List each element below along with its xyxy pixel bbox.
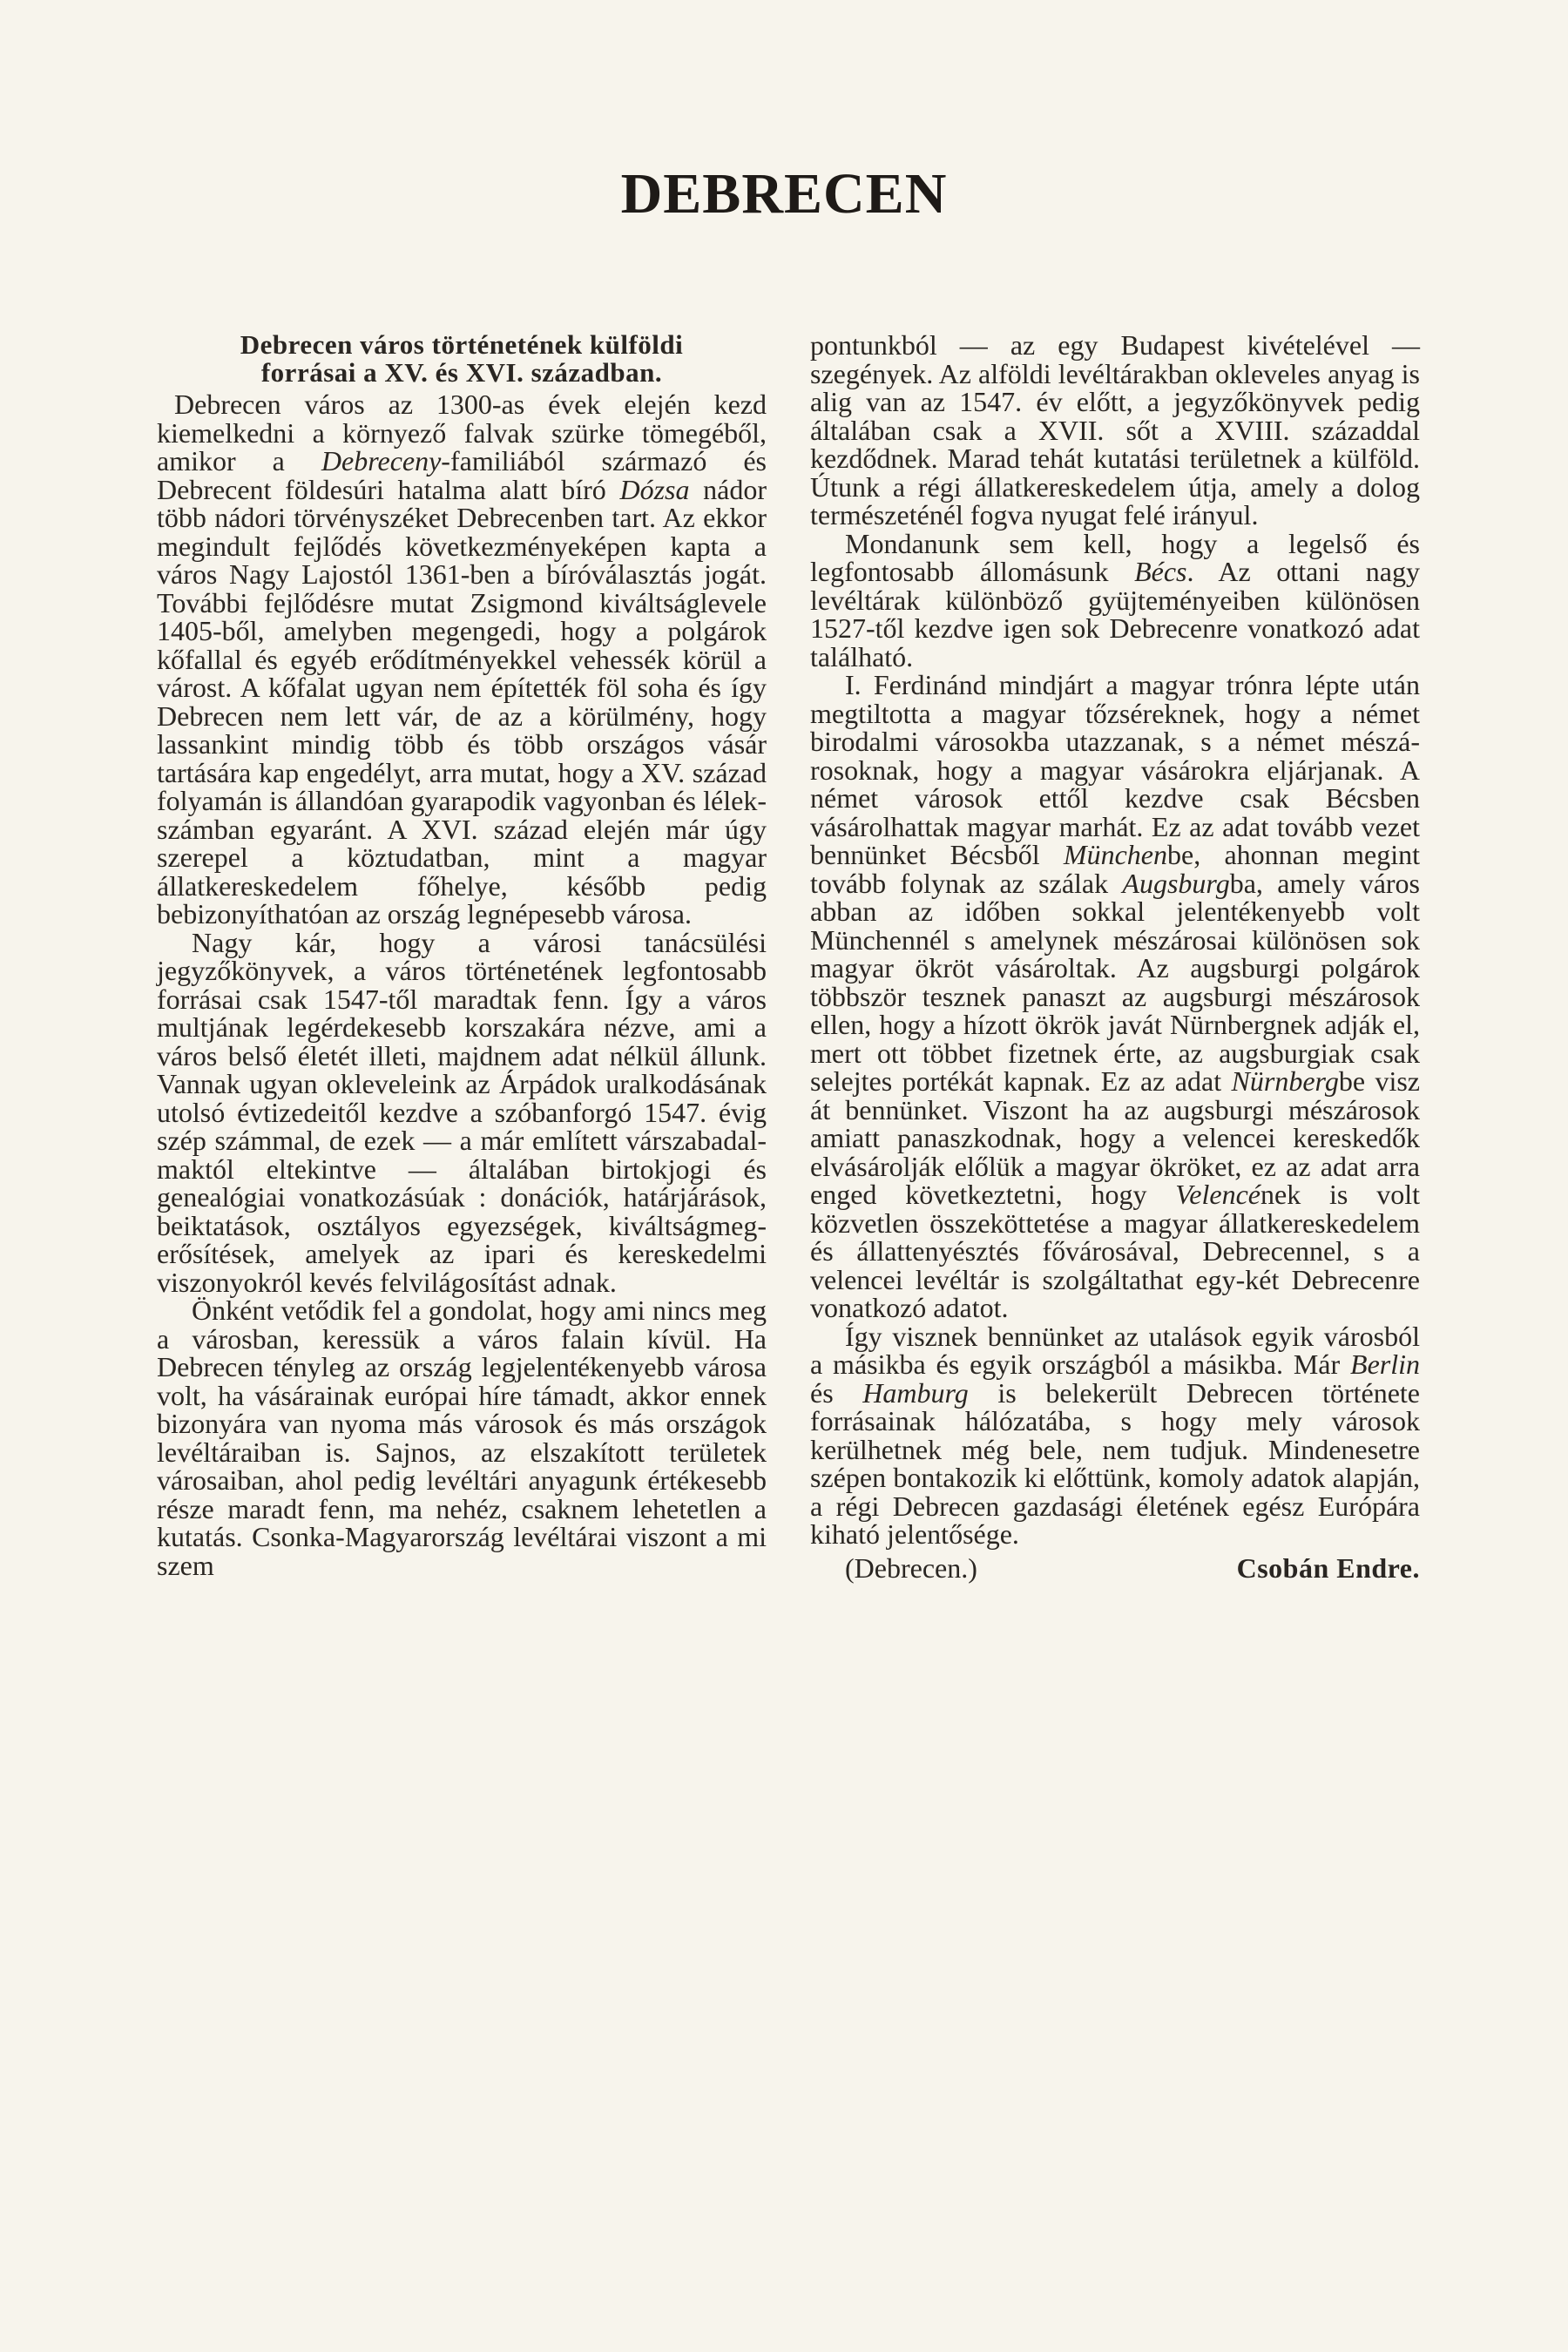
page-title: DEBRECEN xyxy=(620,162,948,226)
article-heading xyxy=(157,331,767,387)
signature-place: (Debrecen.) xyxy=(845,1551,977,1584)
paragraph-4: Mondanunk sem kell, hogy a legelső és legfontosabb állomásunk Bécs. Az ottani nagy levéltárak különböző gyüjteményeiben különösen 1527-től kezdve igen sok Debrecenre vonatkozó adat található. xyxy=(810,527,1421,672)
paragraph-1: Debrecen város az 1300-as évek elején kezd kiemelkedni a környező falvak szürke tömegéből, amikor a Debreceny-familiából származó és Debrecent földesúri hatalma alatt bíró Dózsa nádor több nádori törvényszéket Debrecenben tart. Az ekkor megindult fejlődés következményeképen kapta a város Nagy Lajostól 1361-ben a bíróválasztás jogát. További fejlődésre mutat Zsigmond kiváltságlevele 1405-ből, amelyben megengedi, hogy a polgárok kőfallal és egyéb erődítményekkel vehessék körül a várost. A kőfalat ugyan nem építették föl soha és így Debrecen nem lett vár, de az a körülmény, hogy lassankint mindig több és több országos vásár tartására kap engedélyt, arra mutat, hogy a XV. század folyamán is állandóan gyarapodik vagyonban és lélekszámban egyaránt. A XVI. század elején már úgy szerepel a köztudatban, mint a magyar állatkereskedelem főhelye, később pedig bebizonyíthatóan az ország legnépesebb városa. xyxy=(157,389,767,929)
article-heading-line-1: Debrecen város történetének külföldi xyxy=(240,329,684,360)
paragraph-6: Így visznek bennünket az utalások egyik városból a másikba és egyik országból a másikba. Már Berlin és Hamburg is belekerült Debrecen története forrásainak hálózatába, s hogy mely városok kerülhetnek még bele, nem tudjuk. Mindenesetre szépen bontakozik ki előttünk, komoly adatok alapján, a régi Debrecen gazdasági életének egész Európára kiható jelentősége. xyxy=(810,1320,1421,1550)
paragraph-3-end: pontunkból — az egy Budapest kivételével — szegények. Az alföldi levéltárakban okleveles anyag is alig van az 1547. év előtt, a jegyzőkönyvek pedig általában csak a XVII. sőt a XVIII. századdal kezdődnek. Marad tehát kutatási területnek a külföld. Útunk a régi állatkereskedelem útja, amely a dolog természeténél fogva nyugat felé irányul. xyxy=(810,329,1420,531)
left-column xyxy=(157,331,767,1579)
signature-author: Csobán Endre. xyxy=(1236,1551,1420,1584)
right-column xyxy=(810,331,1420,1582)
paragraph-2: Nagy kár, hogy a városi tanácsülési jegyzőkönyvek, a város történetének legfontosabb forrásai csak 1547-től maradtak fenn. Így a város multjának legérdekesebb korszakára nézve, ami a város belső életét illeti, majdnem adat nélkül állunk. Vannak ugyan okleveleink az Árpádok uralkodásának utolsó évtizedeitől kezdve a szóbanforgó 1547. évig szép számmal, de ezek — a már említett várszabadalmaktól eltekintve — általában birtokjogi és genealógiai vonatkozásúak : donációk, határjárások, beiktatások, osztályos egyezségek, kiváltságmegerősítések, amelyek az ipari és kereskedelmi viszonyokról kevés felvilágosítást adnak. xyxy=(157,926,767,1298)
signature-line xyxy=(810,1551,1420,1584)
paragraph-5: I. Ferdinánd mindjárt a magyar trónra lépte után megtiltotta a magyar tőzséreknek, hogy a német birodalmi városokba utazzanak, s a német mészárosoknak, hogy a magyar vásárokra eljárjanak. A német városok ettől kezdve csak Bécsben vásárolhattak magyar marhát. Ez az adat tovább vezet bennünket Bécsből Münchenbe, ahonnan megint tovább folynak az szálak Augsburgba, amely város abban az időben sokkal jelentékenyebb volt Münchennél s amelynek mészárosai különösen sok magyar ökröt vásároltak. Az augsburgi polgárok többször tesznek panaszt az augsburgi mészárosok ellen, hogy a hízott ökrök javát Nürnbergnek adják el, mert ott többet fizetnek érte, az augsburgiak csak selejtes portékát kapnak. Ez az adat Nürnbergbe visz át bennünket. Viszont ha az augsburgi mészárosok amiatt panaszkodnak, hogy a velencei kereskedők elvásárolják előlük a magyar ökröket, ez az adat arra enged következtetni, hogy Velencének is volt közvetlen összeköttetése a magyar állatkereskedelem és állattenyésztés fővárosával, Debrecennel, s a velencei levéltár is szolgáltathat egy-két Debrecenre vonatkozó adatot. xyxy=(810,669,1421,1323)
article-heading-line-2: forrásai a XV. és XVI. században. xyxy=(260,357,663,388)
paragraph-3-start: Önként vetődik fel a gondolat, hogy ami nincs meg a városban, keressük a város falain kívül. Ha Debrecen tényleg az ország legjelentékenyebb városa volt, ha vásárainak európai híre támadt, akkor ennek bizonyára van nyoma más városok és más országok levéltáraiban is. Sajnos, az elszakított területek városaiban, ahol pedig levéltári anyagunk értékesebb része maradt fenn, ma nehéz, csaknem lehetetlen a kutatás. Csonka-Magyarország levéltárai viszont a mi szem xyxy=(157,1294,767,1581)
